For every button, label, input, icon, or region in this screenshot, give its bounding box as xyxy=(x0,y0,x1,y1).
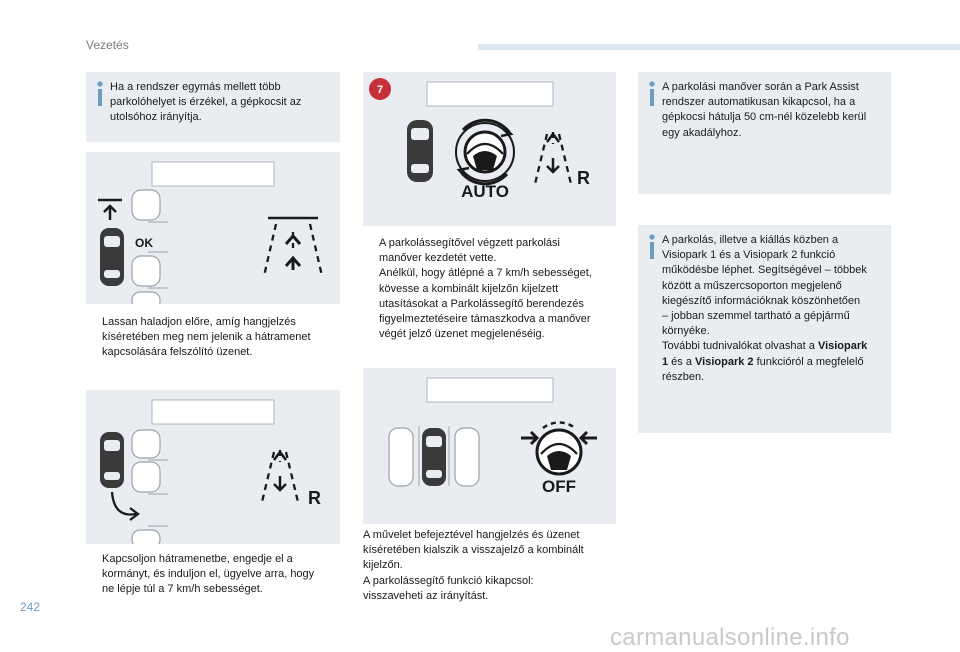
note-multiple-spaces xyxy=(86,72,340,142)
note-text: funkcióról a megfelelő xyxy=(753,355,864,368)
note-line: – jobban szemmel tartható a gépjármű xyxy=(662,310,850,323)
note-line: között a műszercsoporton megjelenő xyxy=(662,279,842,292)
end-text xyxy=(363,528,616,608)
car-icon xyxy=(100,432,124,488)
instruction-started xyxy=(363,236,616,346)
note-line: utolsóhoz irányítja. xyxy=(110,111,202,124)
end-line: A művelet befejeztével hangjelzés és üzenet xyxy=(363,529,580,541)
note-text: és a xyxy=(668,355,696,368)
car-icon xyxy=(100,228,124,286)
instruction-line: végét jelző üzenet megjelenéséig. xyxy=(379,328,545,341)
car-icon xyxy=(407,120,433,182)
note-line: gépkocsi hátulja 50 cm-nél közelebb kerül xyxy=(662,111,867,124)
instruction-line: kövesse a kombinált kijelzőn kijelzett xyxy=(379,282,559,295)
auto-label: AUTO xyxy=(461,182,509,201)
instruction-forward xyxy=(86,315,340,363)
note-visiopark xyxy=(638,225,891,433)
end-line: A parkolássegítő funkció kikapcsol: xyxy=(363,574,534,587)
car-icon xyxy=(422,428,446,486)
note-line: A parkolás, illetve a kiállás közben a xyxy=(662,234,839,246)
figure-off xyxy=(363,368,616,524)
note-bold: Visiopark 2 xyxy=(695,355,754,368)
watermark: carmanualsonline.info xyxy=(610,624,850,651)
instruction-line: ne lépje túl a 7 km/h sebességet. xyxy=(102,583,263,596)
off-label: OFF xyxy=(542,477,576,496)
instruction-line: kapcsolására felszólító üzenet. xyxy=(102,346,253,359)
note-line: környéke. xyxy=(662,325,710,338)
note-line: kiegészítő információknak köszönhetően xyxy=(662,294,861,307)
note-line: Ha a rendszer egymás mellett több xyxy=(110,81,281,93)
instruction-line: kormányt, és induljon el, ügyelve arra, hogy xyxy=(102,568,315,581)
end-line: kíséretében kialszik a visszajelző a kombinált xyxy=(363,544,584,557)
note-bold: 1 xyxy=(662,355,669,368)
instruction-reverse xyxy=(86,552,340,600)
page-number: 242 xyxy=(20,600,41,614)
note-line: működésbe léphet. Segítségével – többek xyxy=(662,264,867,277)
instruction-line: Anélkül, hogy átlépné a 7 km/h sebességet, xyxy=(379,267,592,280)
r-label: R xyxy=(577,168,590,188)
note-line: Visiopark 1 és a Visiopark 2 funkció xyxy=(662,249,836,262)
section-title: Vezetés xyxy=(86,38,129,52)
end-line: kijelzőn. xyxy=(363,559,403,572)
instruction-line: Lassan haladjon előre, amíg hangjelzés xyxy=(102,316,296,328)
note-text: További tudnivalókat olvashat a xyxy=(662,340,818,353)
steering-wheel-icon xyxy=(456,123,514,181)
instruction-line: A parkolássegítővel végzett parkolási xyxy=(379,237,560,249)
figure-reverse xyxy=(86,390,340,544)
note-line: egy akadályhoz. xyxy=(662,126,742,139)
header-bar xyxy=(478,44,960,50)
note-line: A parkolási manőver során a Park Assist xyxy=(662,81,859,93)
note-line: rendszer automatikusan kikapcsol, ha a xyxy=(662,96,856,109)
note-bold: Visiopark xyxy=(817,340,868,353)
note-more-line xyxy=(662,339,883,354)
step-number: 7 xyxy=(376,84,384,96)
info-icon xyxy=(645,81,659,107)
note-more-line xyxy=(662,355,883,370)
instruction-line: kíséretében meg nem jelenik a hátramenet xyxy=(102,331,311,344)
info-icon xyxy=(645,234,659,260)
end-line: visszaveheti az irányítást. xyxy=(363,589,489,602)
instruction-line: manőver kezdetét vette. xyxy=(379,252,497,265)
instruction-line: utasításokat a Parkolássegítő berendezés xyxy=(379,297,584,310)
figure-auto xyxy=(363,72,616,226)
info-icon xyxy=(93,81,107,107)
instruction-line: Kapcsoljon hátramenetbe, engedje el a xyxy=(102,553,293,565)
instruction-line: figyelmeztetéseire támaszkodva a manőver xyxy=(379,313,591,326)
ok-label: OK xyxy=(135,236,153,250)
r-label: R xyxy=(308,488,321,508)
note-line: parkolóhelyet is érzékel, a gépkocsit az xyxy=(110,96,302,109)
note-auto-off xyxy=(638,72,891,194)
steering-wheel-icon xyxy=(537,430,581,474)
note-line: részben. xyxy=(662,370,705,383)
figure-forward-ok xyxy=(86,152,340,304)
